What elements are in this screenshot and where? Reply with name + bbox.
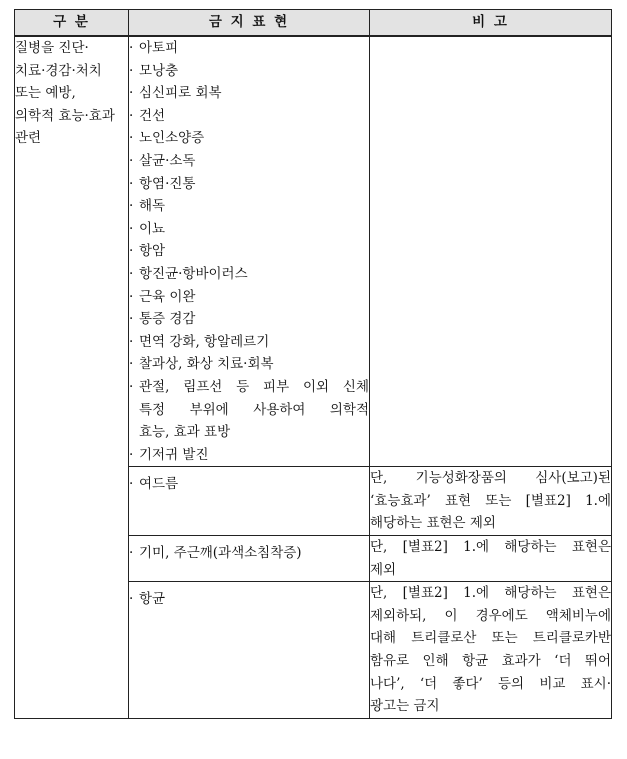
category-line: 관련 [15,130,42,147]
list-item: · 노인소양증 [129,130,205,147]
list-item: · 살균·소독 [129,152,196,169]
remark-line: 제외하되, 이 경우에도 액체비누에 [370,607,611,624]
remark-line: 해당하는 표현은 제외 [370,515,496,532]
list-item: · 기저귀 발진 [129,446,209,463]
expression-cell [129,467,370,536]
header-category: 구 분 [15,10,129,37]
list-item: · 찰과상, 화상 치료·회복 [129,356,274,373]
remark-line: 단, 기능성화장품의 심사(보고)된 [370,470,611,487]
category-line: 치료·경감·처치 [15,62,102,79]
expression-cell [129,582,370,719]
remark-line: ‘효능효과’ 표현 또는 [별표2] 1.에 [370,492,611,509]
list-item: · 통증 경감 [129,311,196,328]
list-item-line: 효능, 효과 표방 [139,424,231,441]
header-remarks: 비 고 [370,10,612,37]
list-item: · 항균 [129,591,166,608]
list-item-line: 관절, 림프선 등 피부 이외 신체 [139,378,369,395]
category-line: 또는 예방, [15,85,76,102]
remark-line: 제외 [370,561,397,578]
remark-line: 대해 트리클로산 또는 트리클로카반 [370,630,611,647]
header-row [15,10,612,37]
header-expression: 금 지 표 현 [129,10,370,37]
remarks-cell [370,582,612,719]
list-item: · 아토피 [129,40,179,56]
remarks-cell [370,536,612,582]
list-item: · 이뇨 [129,220,166,237]
remarks-cell [370,36,612,467]
list-item-line: 특정 부위에 사용하여 의학적 [139,401,369,418]
list-item: · 항진균·항바이러스 [129,265,248,282]
category-cell [15,36,129,718]
list-item: · 항암 [129,243,166,260]
list-item: · 여드름 [129,476,179,493]
list-item: · 해독 [129,198,166,215]
remark-line: 나다’, ‘더 좋다’ 등의 비교 표시· [370,675,611,692]
remark-line: 단, [별표2] 1.에 해당하는 표현은 [370,539,611,556]
table-row [15,36,612,467]
prohibited-expressions-table [14,9,612,719]
list-item: · 항염·진통 [129,175,196,192]
remark-line: 광고는 금지 [370,698,440,715]
expression-cell [129,536,370,582]
list-item: · 면역 강화, 항알레르기 [129,333,270,350]
category-line: 의학적 효능·효과 [15,107,115,124]
remarks-cell [370,467,612,536]
list-item: · 근육 이완 [129,288,196,305]
list-item: · 기미, 주근깨(과색소침착증) [129,545,302,562]
list-item: · 건선 [129,107,166,124]
list-item: · 모낭충 [129,62,179,79]
category-line: 질병을 진단· [15,40,89,56]
remark-line: 함유로 인해 항균 효과가 ‘더 뛰어 [370,653,611,670]
remark-line: 단, [별표2] 1.에 해당하는 표현은 [370,585,611,602]
list-item: · 심신피로 회복 [129,85,222,102]
expression-list-cell [129,36,370,467]
list-item: · 관절, 림프선 등 피부 이외 신체 특정 부위에 사용하여 의학적 효능, 효과 표방 [129,376,369,444]
